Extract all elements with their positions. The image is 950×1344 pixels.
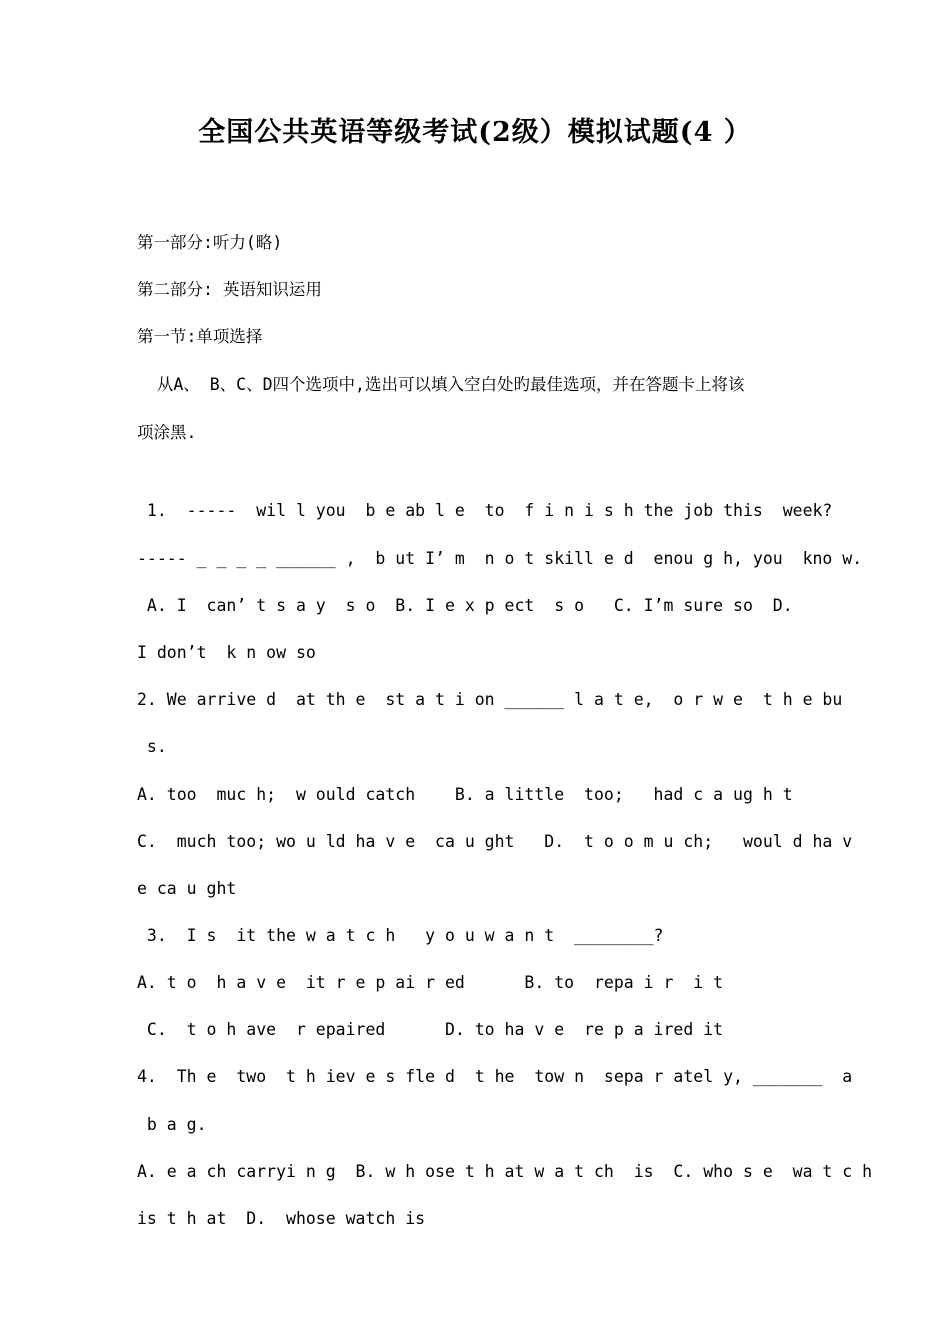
question-2-options-3: e ca u ght [137, 879, 237, 898]
question-4-line-1: 4. Th e two t h iev e s fle d t he tow n sepa r atel y, _______ a [137, 1067, 853, 1086]
part-one-heading: 第一部分:听力(略) [137, 233, 283, 252]
part-two-heading: 第二部分: 英语知识运用 [137, 280, 322, 299]
question-2-options-2: C. much too; wo u ld ha v e ca u ght D. t o o m u ch; woul d ha v [137, 832, 853, 851]
question-3-options-1: A. t o h a v e it r e p ai r ed B. to repa i r i t [137, 973, 724, 992]
section-one-heading: 第一节:单项选择 [137, 327, 263, 346]
question-4-options-1: A. e a ch carryi n g B. w h ose t h at w a t ch is C. who s e wa t c h [137, 1162, 873, 1181]
exam-title: 全国公共英语等级考试(2级）模拟试题(4 ） [198, 117, 752, 148]
question-4-line-2: b a g. [137, 1115, 207, 1134]
question-1-line-2: ----- _ _ _ _ ______ , b ut I’ m n o t skill e d enou g h, you kno w. [137, 549, 863, 568]
instructions-line-1: 从A、 B、C、D四个选项中,选出可以填入空白处旳最佳选项，并在答题卡上将该 [137, 375, 745, 394]
question-2-options-1: A. too muc h; w ould catch B. a little too; had c a ug h t [137, 785, 793, 804]
question-3-options-2: C. t o h ave r epaired D. to ha v e re p a ired it [137, 1020, 724, 1039]
question-1-line-1: 1. ----- wil l you b e ab l e to f i n i s h the job this week? [137, 501, 833, 520]
question-2-line-1: 2. We arrive d at th e st a t i on ______ l a t e, o r w e t h e bu [137, 690, 843, 709]
question-2-line-2: s. [137, 737, 167, 756]
instructions-line-2: 项涂黑. [137, 423, 197, 442]
question-1-options-1: A. I can’ t s a y s o B. I e x p ect s o C. I’m sure so D. [137, 596, 793, 615]
question-1-options-2: I don’t k n ow so [137, 643, 316, 662]
question-4-options-2: is t h at D. whose watch is [137, 1209, 426, 1228]
question-3-line-1: 3. I s it the w a t c h y o u w a n t ________? [137, 926, 664, 945]
